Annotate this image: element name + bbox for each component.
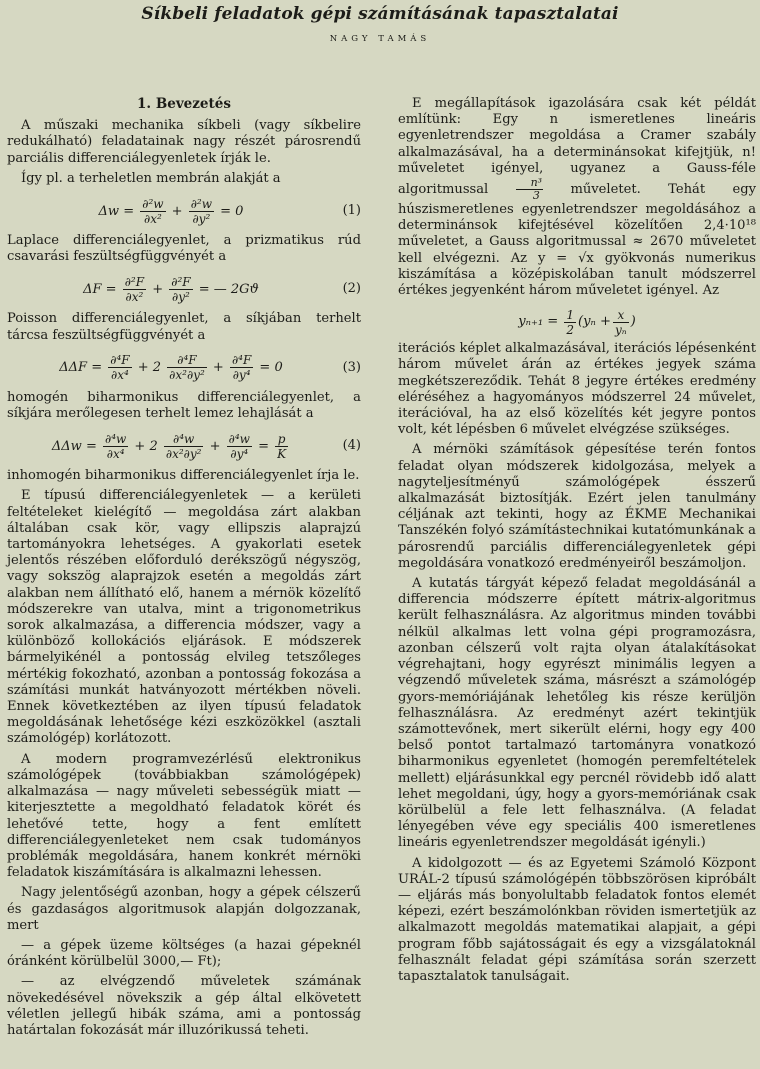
paragraph: Így pl. a terheletlen membrán alakját a	[21, 170, 281, 186]
fraction	[275, 432, 288, 461]
article-title: Síkbeli feladatok gépi számításának tapasztalatai	[141, 4, 619, 24]
iteration-formula	[398, 303, 756, 341]
numerator: ∂⁴w	[164, 432, 204, 447]
left-column	[7, 96, 361, 1043]
equation-3	[7, 348, 361, 388]
eq-lhs: yₙ₊₁ =	[518, 314, 559, 330]
denominator: ∂y⁴	[230, 446, 249, 461]
operator: +	[152, 281, 164, 297]
equation-2	[7, 269, 361, 309]
numerator: ∂⁴w	[104, 431, 127, 446]
eq-lhs: ΔΔF =	[59, 360, 103, 376]
text-run: E megállapítások igazolására csak két példát említünk: Egy n ismeretlenes lineáris egyenletrendszer megoldása a Cramer szabály alkalmazásával, ha a determinánsokat kifejtjük, n! műveletet igényel, ugyanez a Gauss-féle algoritmussal	[398, 96, 756, 198]
denominator: ∂y²	[172, 289, 190, 304]
eq-rhs: = 0	[259, 360, 283, 376]
paragraph: A műszaki mechanika síkbeli (vagy síkbelire redukálható) feladatainak nagy részét párosrendű parciális differenciálegyenletek írják le.	[7, 118, 361, 166]
fraction	[164, 432, 204, 461]
paragraph: E típusú differenciálegyenletek — a kerületi feltételeket kielégítő — megoldása zárt alakban általában csak kör, vagy ellipszis alaprajzú tartományokra lehetséges. A gyakorlati esetek jelentős részében előforduló derékszögű négyszög, vagy sokszög alaprajzok esetén a megoldás zárt alakban nem állítható elő, hanem a mérnök közelítő módszerekre van utalva, mint a trigonometrikus sorok alkalmazása, a differencia módszer, vagy a különböző kollokációs eljárások. E módszerek bármelyikénél a pontosság elvileg tetszőleges mértékig fokozható, azonban a pontosság fokozása a számítási munkát hatványozott mértékben növeli. Ennek következtében az ilyen típusú feladatok megoldásának lehetősége kézi eszközökkel (asztali számológép) korlátozott.	[7, 488, 361, 747]
paragraph: Nagy jelentőségű azonban, hogy a gépek célszerű és gazdaságos algoritmusok alapján dolgozzanak, mert	[7, 885, 361, 933]
denominator: ∂x⁴	[106, 446, 125, 461]
fraction	[167, 353, 207, 382]
operator: +	[209, 438, 221, 454]
denominator: ∂x²	[143, 211, 162, 226]
denominator: ∂y²	[192, 211, 211, 226]
eq-term: )	[630, 314, 636, 330]
fraction	[230, 353, 253, 382]
text-run: műveletet. Tehát egy húszismeretlenes egyenletrendszer megoldásához a determinánsok kifejtésével közelítően 2,4·10¹⁸ műveletet, a Gauss algoritmussal ≈ 2670 műveletet kell elvégezni. Az y = √x gyökvonás numerikus kiszámítása a középiskolában tanult módszerrel értékes jegyenként három műveletet igényel. Az	[398, 182, 756, 299]
operator: =	[258, 438, 269, 454]
denominator: ∂x²∂y²	[165, 446, 202, 461]
eq-lhs: ΔΔw =	[51, 438, 97, 454]
section-title: 1. Bevezetés	[137, 96, 231, 112]
equation-number: (2)	[342, 281, 361, 297]
paragraph	[398, 96, 756, 299]
eq-lhs: ΔF =	[83, 281, 117, 297]
paragraph: — a gépek üzeme költséges (a hazai gépeknél óránként körülbelül 3000,— Ft);	[7, 937, 361, 970]
paragraph: Laplace differenciálegyenlet, a prizmatikus rúd csavarási feszültségfüggvényét a	[7, 233, 361, 265]
numerator: ∂⁴F	[231, 353, 252, 368]
fraction	[108, 353, 131, 382]
equation-4	[7, 426, 361, 466]
numerator: p	[275, 432, 288, 447]
fraction	[516, 177, 544, 202]
equation-number: (1)	[342, 202, 361, 218]
denominator: 2	[566, 322, 575, 337]
eq-rhs: = 0	[220, 203, 244, 219]
numerator: 1	[566, 307, 575, 322]
paragraph: A modern programvezérlésű elektronikus számológépek (továbbiakban számológépek) alkalmazása — nagy műveleti sebességük miatt — kiterjesztette a megoldható feladatok körét és lehetővé tette, hogy a fent említett differenciálegyenleteket nem csak tudományos problémák megoldására, hanem konkrét mérnöki feladatok kiszámítására is alkalmazni lehessen.	[7, 751, 361, 881]
operator: + 2	[137, 360, 162, 376]
numerator: x	[613, 308, 629, 323]
operator: +	[212, 360, 224, 376]
fraction	[227, 432, 252, 461]
paragraph: inhomogén biharmonikus differenciálegyenlet írja le.	[7, 468, 360, 484]
denominator: 3	[532, 189, 540, 203]
paragraph: iterációs képlet alkalmazásával, iterációs lépésenként három művelet árán az értékes jegyek száma megkétszereződik. Tehát 8 jegyre értékes eredmény eléréséhez a hagyományos módszerrel 24 művelet, iterációval, ha az első közelítés két jegyre pontos volt, két lépésben 6 művelet elvégzése szükséges.	[398, 341, 756, 438]
eq-lhs: Δw =	[98, 203, 135, 219]
paragraph: A kutatás tárgyát képező feladat megoldásánál a differencia módszerre épített mátrix-algoritmus került felhasználásra. Az algoritmus minden további nélkül alkalmas lett volna gépi programozásra, azonban célszerű volt rajta olyan átalakításokat végrehajtani, hogy egyrészt minimális legyen a végzendő műveletek száma, másrészt a számológép gyors-memóriájának lehetőleg kis része kerüljön felhasználásra. Az eredményt azért tekintjük számottevőnek, mert sikerült elérni, hogy egy 400 belső pontot tartalmazó tartományra vonatkozó biharmonikus egyenletet (homogén peremfeltételek mellett) eljárásunkkal egy percnél rövidebb idő alatt lehet megoldani, úgy, hogy a gyors-memóriának csak körülbelül a fele lett felhasználva. (A feladat lényegében véve egy speciális 400 ismeretlenes lineáris egyenletrendszer megoldását igényli.)	[398, 576, 756, 851]
paragraph: A kidolgozott — és az Egyetemi Számoló Központ URÁL-2 típusú számológépén többszörösen kipróbált — eljárás más bonyolultabb feladatok fontos elemét képezi, ezért beszámolónkban röviden ismertetjük az alkalmazott megoldás matematikai alapjait, a gépi program főbb sajátosságait és egy a vizsgálatoknál felhasznált feladat gépi számítása során szerzett tapasztalatok tanulságait.	[398, 855, 756, 984]
denominator: ∂x⁴	[111, 368, 129, 383]
denominator: K	[277, 446, 287, 461]
denominator: ∂y⁴	[232, 368, 251, 383]
denominator: yₙ	[615, 322, 627, 337]
numerator: ∂⁴F	[110, 353, 130, 368]
equation-number: (4)	[342, 438, 361, 454]
operator: +	[171, 203, 183, 219]
fraction	[613, 308, 629, 337]
numerator: ∂²w	[190, 196, 213, 211]
eq-term: (yₙ +	[578, 314, 611, 330]
fraction	[189, 197, 214, 226]
numerator: ∂²F	[124, 274, 145, 289]
denominator: ∂x²∂y²	[169, 368, 205, 383]
paragraph: — az elvégzendő műveletek számának növekedésével növekszik a gép által elkövetett véletlen jellegű hibák száma, ami a pontosság határtalan fokozását már illuzórikussá teheti.	[7, 974, 361, 1038]
equation-1	[7, 191, 361, 231]
eq-rhs: = — 2Gϑ	[198, 281, 259, 297]
fraction	[169, 275, 192, 304]
fraction	[140, 197, 165, 226]
paragraph: Poisson differenciálegyenlet, a síkjában terhelt tárcsa feszültségfüggvényét a	[7, 311, 361, 343]
operator: + 2	[134, 438, 158, 454]
fraction	[123, 275, 146, 304]
numerator: n³	[516, 177, 544, 190]
numerator: ∂²F	[171, 274, 191, 289]
paragraph: A mérnöki számítások gépesítése terén fontos feladat olyan módszerek kidolgozása, melyek a nagyteljesítményű számológépek ésszerű alkalmazását biztosítják. Ezért jelen tanulmány céljának azt tekinti, hogy az ÉKME Mechanikai Tanszékén folyó számítástechnikai kutatómunkának a párosrendű parciális differenciálegyenletek gépi megoldására vonatkozó eredményeiről beszámoljon.	[398, 442, 756, 571]
fraction	[103, 432, 128, 461]
paragraph: homogén biharmonikus differenciálegyenlet, a síkjára merőlegesen terhelt lemez lehajlását a	[7, 389, 361, 422]
author-name: NAGY TAMÁS	[329, 34, 431, 44]
numerator: ∂⁴w	[228, 431, 250, 446]
equation-number: (3)	[342, 359, 361, 375]
denominator: ∂x²	[125, 289, 144, 304]
fraction	[564, 308, 576, 337]
right-column	[398, 96, 756, 989]
numerator: ∂²w	[142, 196, 164, 211]
numerator: ∂⁴F	[167, 353, 207, 368]
